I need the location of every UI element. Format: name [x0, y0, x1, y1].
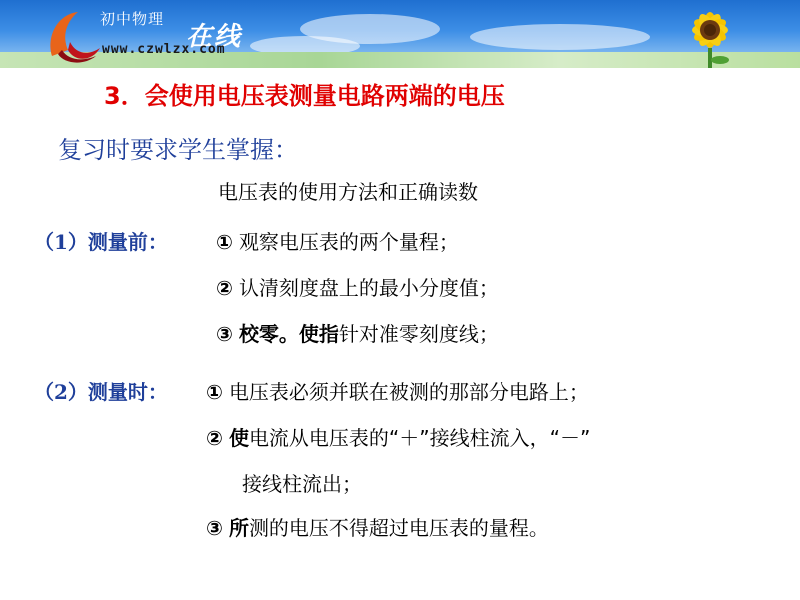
item-number: ② [216, 276, 233, 300]
list-item [206, 376, 589, 405]
section-label-before: （1）测量前： [34, 230, 168, 254]
list-item [206, 512, 549, 541]
logo-zaixian: 在线 [186, 22, 243, 52]
item-text: 认清刻度盘上的最小分度值； [238, 276, 499, 300]
item-number: ① [206, 380, 223, 404]
logo-title: 初中物理 [100, 10, 165, 28]
header-banner [0, 0, 800, 68]
item-text: 接线柱流出； [242, 472, 362, 496]
item-text: 针对准零刻度线； [338, 322, 499, 346]
item-bold-text: 使 [228, 426, 249, 450]
slide-subtitle: 复习时要求学生掌握： [58, 136, 298, 164]
slide-title: 3．会使用电压表测量电路两端的电压 [104, 82, 505, 110]
list-item [216, 226, 459, 255]
item-number: ② [206, 426, 223, 450]
item-text: 测的电压不得超过电压表的量程。 [248, 516, 549, 540]
section-label-during: （2）测量时： [34, 380, 168, 404]
cloud-shape [470, 24, 650, 50]
item-text: 电压表必须并联在被测的那部分电路上； [228, 380, 589, 404]
item-text: 电流从电压表的“＋”接线柱流入，“－” [248, 426, 591, 450]
logo-swirl-icon [44, 6, 104, 66]
sunflower-icon [670, 0, 750, 68]
item-number: ③ [206, 516, 223, 540]
item-text: 观察电压表的两个量程； [238, 230, 459, 254]
item-number: ③ [216, 322, 233, 346]
list-item [216, 272, 499, 301]
list-item-continuation [242, 468, 362, 497]
logo-url: www.czwlzx.com [102, 42, 226, 57]
item-bold-text: 所 [228, 516, 249, 540]
list-item [206, 422, 590, 451]
list-item [216, 318, 499, 347]
item-number: ① [216, 230, 233, 254]
item-bold-text: 校零。使指 [238, 322, 339, 346]
slide-note: 电压表的使用方法和正确读数 [218, 180, 478, 204]
